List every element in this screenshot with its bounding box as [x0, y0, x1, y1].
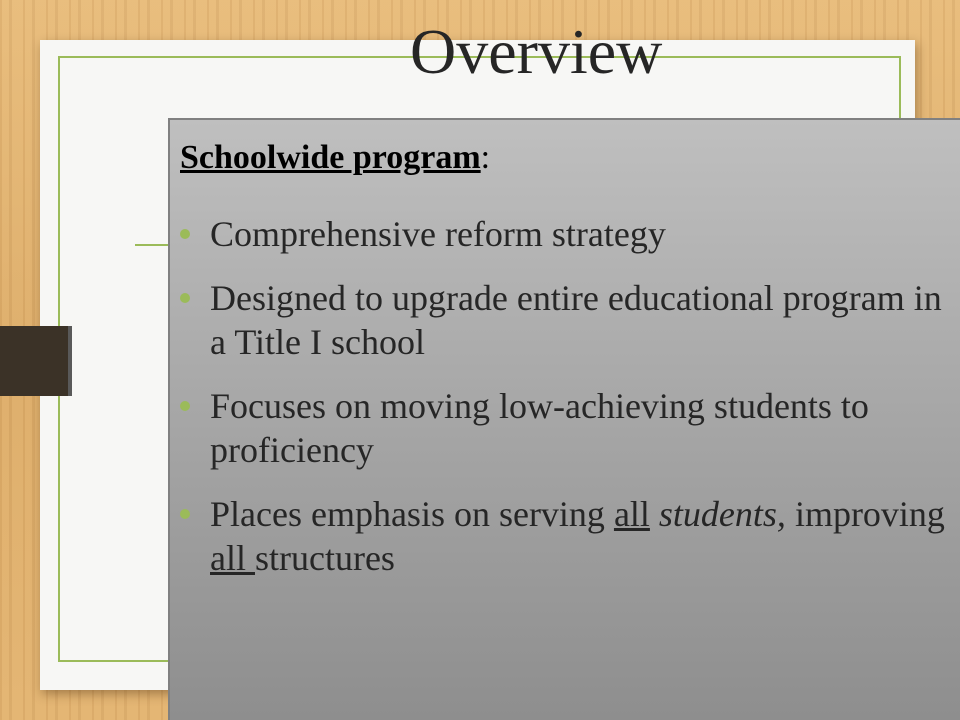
bullet-text: Comprehensive reform strategy — [210, 214, 666, 254]
underlined-all: all — [210, 538, 255, 578]
bullet-item — [178, 276, 953, 364]
bullet-list — [178, 212, 953, 600]
content-box — [168, 118, 960, 720]
bullet-text: Focuses on moving low-achieving students to proficiency — [210, 386, 869, 470]
bullet-item — [178, 384, 953, 472]
section-heading — [180, 136, 490, 180]
side-tab — [0, 326, 72, 396]
bullet-item — [178, 492, 953, 580]
bullet-dot-icon — [180, 229, 190, 239]
underlined-all: all — [613, 494, 650, 534]
side-tab-edge — [68, 326, 72, 396]
heading-colon: : — [480, 139, 491, 176]
bullet-item — [178, 212, 953, 256]
bullet-text: Designed to upgrade entire educational program in a Title I school — [210, 278, 942, 362]
italic-students: students, — [658, 494, 786, 534]
bullet-text-part: Places emphasis on serving — [210, 494, 614, 534]
bullet-text-space — [650, 494, 659, 534]
heading-text: Schoolwide program — [180, 139, 481, 176]
bullet-text-part: improving — [785, 494, 945, 534]
bullet-dot-icon — [180, 509, 190, 519]
side-tab-block — [0, 326, 68, 396]
bullet-dot-icon — [180, 401, 190, 411]
bullet-text-part: structures — [254, 538, 395, 578]
bullet-dot-icon — [180, 293, 190, 303]
slide-title: Overview — [410, 16, 663, 87]
